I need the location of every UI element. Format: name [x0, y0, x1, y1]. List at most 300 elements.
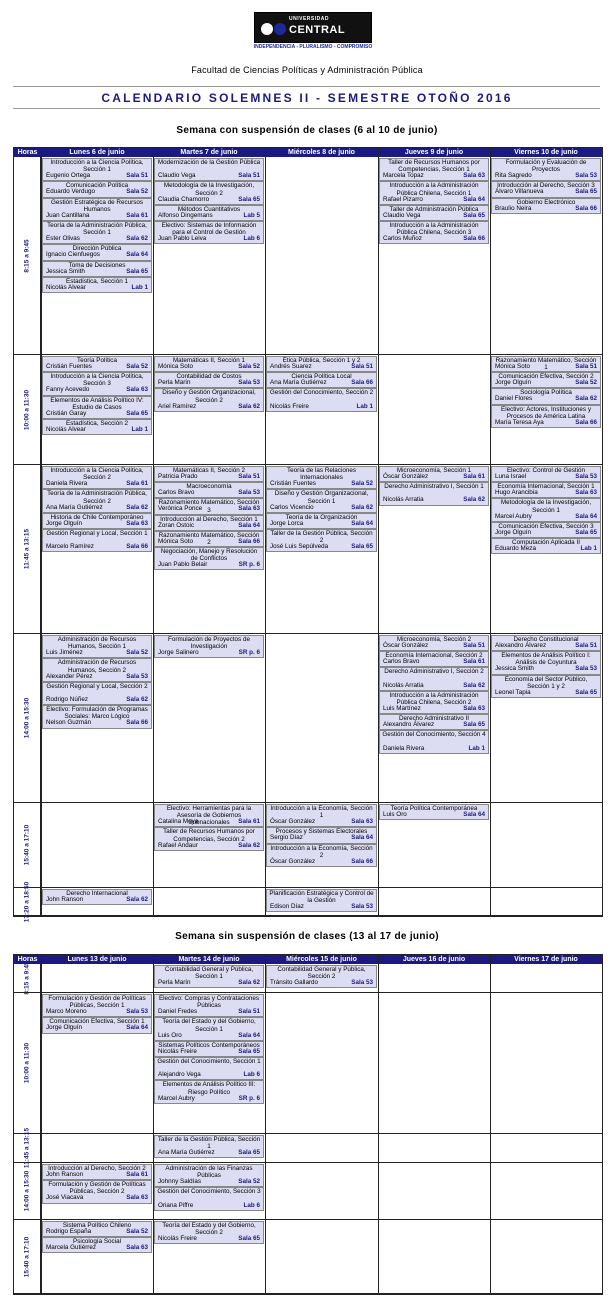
professor-name: Ariel Ramírez	[158, 402, 197, 410]
professor-name: Óscar González	[383, 472, 429, 480]
time-label: 11:45 a 13:15	[23, 1127, 31, 1169]
professor-name: Óscar González	[383, 641, 429, 649]
course-name: Ética Pública, Sección 1 y 2	[282, 357, 361, 364]
professor-name: Cristián Fuentes	[46, 362, 92, 370]
professor-name: Jorge Olguín	[46, 1024, 83, 1032]
course-name: Historia de Chile Contemporáneo	[50, 513, 144, 521]
course-name: Contabilidad General y Pública, Sección 1	[164, 966, 254, 981]
course-entry	[42, 261, 152, 277]
room-label: Sala 63	[126, 386, 148, 394]
room-label: Sala 65	[463, 721, 485, 729]
course-entry	[42, 513, 152, 529]
page-title: CALENDARIO SOLEMNES II - SEMESTRE OTOÑO 2016	[101, 91, 513, 105]
room-label: Lab 6	[243, 1071, 260, 1079]
course-name: Derecho Constitucional	[513, 636, 579, 643]
course-name: Teoría de las Relaciones Internacionales	[287, 467, 356, 482]
course-entry	[42, 635, 152, 658]
logo-central-text: CENTRAL	[289, 24, 346, 36]
course-entry	[154, 1187, 264, 1210]
course-name: Comunicación Efectiva, Sección 2	[498, 373, 594, 381]
professor-name: Carlos Bravo	[383, 658, 420, 666]
professor-name: John Ranson	[46, 895, 84, 903]
course-entry	[154, 531, 264, 547]
course-entry	[154, 547, 264, 570]
professor-name: Rodrigo Núñez	[46, 695, 89, 703]
course-entry	[266, 827, 377, 843]
professor-name: Alfonso Dingemans	[158, 211, 213, 219]
course-name: Formulación y Evaluación de Proyectos	[505, 159, 587, 174]
professor-name: Alexander Pérez	[46, 672, 93, 680]
course-name: Taller de la Gestión Pública, Sección 2	[270, 530, 373, 545]
course-name: Teoría Política	[77, 357, 117, 364]
professor-name: Oriana Piffre	[158, 1201, 194, 1209]
course-name: Elementos de Análisis Político I: Análisis de Coyuntura	[501, 652, 591, 667]
logo-circle-blue	[274, 23, 286, 35]
course-entry	[42, 682, 152, 705]
room-label: Sala 61	[126, 1170, 148, 1178]
professor-name: Juan Pablo Leiva	[158, 235, 207, 243]
professor-name: Luna Israel	[495, 472, 527, 480]
course-entry	[154, 1164, 264, 1187]
week2-title: Semana sin suspensión de clases (13 al 17 de junio)	[175, 931, 439, 942]
course-entry	[379, 667, 489, 690]
professor-name: Mónica Soto	[158, 362, 194, 370]
professor-name: Marco Moreno	[46, 1008, 87, 1016]
room-label: Sala 64	[238, 521, 260, 529]
course-entry	[154, 1041, 264, 1057]
room-label: Sala 63	[126, 519, 148, 527]
course-name: Derecho Administrativo I, Sección 2	[384, 668, 484, 676]
course-name: Electivo: Actores, Instituciones y Procesos de América Latina	[501, 405, 591, 420]
course-entry	[491, 675, 601, 698]
course-name: Sistema Político Chileno	[62, 1222, 132, 1229]
room-label: Sala 65	[238, 1235, 260, 1243]
room-label: Sala 66	[351, 379, 373, 387]
professor-name: Patricia Prado	[158, 472, 198, 480]
room-label: SR p. 6	[238, 649, 260, 657]
room-label: Sala 51	[575, 641, 597, 649]
room-label: Sala 63	[463, 704, 485, 712]
professor-name: Nicolás Arratia	[383, 681, 424, 689]
room-label: Sala 66	[463, 235, 485, 243]
professor-name: María Teresa Aya	[495, 418, 544, 426]
course-name: Teoría de la Administración Pública, Sección 2	[47, 490, 147, 505]
course-entry	[42, 705, 152, 728]
course-name: Taller de la Gestión Pública, Sección 1	[157, 1136, 261, 1151]
professor-name: Jorge Lorca	[270, 519, 304, 527]
course-name: Matemáticas II, Sección 1	[172, 357, 246, 364]
course-name: Taller de Recursos Humanos por Competencias, Sección 1	[388, 159, 480, 174]
course-entry	[154, 1221, 264, 1244]
course-name: Taller de Administración Pública	[389, 205, 479, 213]
course-entry	[42, 277, 152, 293]
course-entry	[379, 714, 489, 730]
room-label: Sala 61	[238, 818, 260, 826]
room-label: Sala 53	[351, 903, 373, 911]
time-label: 10:00 a 11:30	[23, 389, 31, 430]
room-label: Lab 1	[131, 425, 148, 433]
course-entry	[42, 489, 152, 512]
course-name: Procesos y Sistemas Electorales	[275, 828, 368, 836]
room-label: Sala 64	[575, 512, 597, 520]
professor-name: Ana María Gutiérrez	[46, 503, 103, 511]
faculty-name: Facultad de Ciencias Políticas y Administración Pública	[191, 65, 423, 75]
professor-name: Daniel Flores	[495, 395, 533, 403]
course-name: Diseño y Gestión Organizacional, Sección 2	[162, 389, 256, 404]
course-name: Psicología Social	[73, 1238, 121, 1246]
course-name: Negociación, Manejo y Resolución de Conflictos	[160, 548, 258, 563]
professor-name: Luis Oro	[158, 1031, 182, 1039]
room-label: Sala 66	[126, 543, 148, 551]
course-name: Estadística, Sección 2	[66, 420, 128, 427]
course-name: Introducción a la Ciencia Política, Sección 1	[50, 159, 144, 174]
course-name: Introducción al Derecho, Sección 1	[160, 515, 258, 523]
professor-name: Luis Jiménez	[46, 649, 83, 657]
course-name: Gobierno Electrónico	[516, 198, 576, 206]
professor-name: Zoran Ostoic	[158, 521, 195, 529]
course-entry	[154, 1080, 264, 1103]
room-label: Sala 51	[126, 172, 148, 180]
course-entry	[491, 372, 601, 388]
course-entry	[379, 158, 489, 181]
room-label: Lab 6	[243, 235, 260, 243]
course-name: Formulación y Gestión de Políticas Públicas, Sección 1	[48, 995, 146, 1010]
room-label: Sala 51	[351, 362, 373, 370]
course-name: Electivo: Sistemas de Información para el Control de Gestión	[161, 222, 257, 237]
logo-motto: INDEPENDENCIA - PLURALISMO - COMPROMISO	[253, 44, 373, 50]
course-entry	[491, 498, 601, 521]
professor-name: Nicolás Freire	[158, 1047, 197, 1055]
room-label: Sala 64	[351, 519, 373, 527]
professor-name: Nelson Guzmán	[46, 719, 92, 727]
course-entry	[154, 372, 264, 388]
course-entry	[154, 388, 264, 411]
room-label: Sala 53	[575, 172, 597, 180]
course-entry	[379, 804, 489, 820]
course-name: Microeconomía, Sección 2	[396, 636, 472, 643]
room-label: Sala 51	[575, 362, 597, 370]
professor-name: Rita Sagredo	[495, 172, 532, 180]
course-entry	[154, 482, 264, 498]
course-name: Razonamiento Matemático, Sección 3	[158, 499, 260, 514]
column-header: Jueves 9 de junio	[378, 148, 490, 157]
course-name: Macroeconomía	[186, 483, 232, 491]
professor-name: Carlos Bravo	[158, 489, 195, 497]
professor-name: Nicolás Freire	[158, 1235, 197, 1243]
course-name: Formulación y Gestión de Políticas Públicas, Sección 2	[48, 1181, 146, 1196]
time-label: 14:00 a 15:30	[23, 1170, 31, 1212]
professor-name: Jessica Smith	[495, 665, 534, 673]
course-entry	[491, 198, 601, 214]
room-label: Sala 61	[126, 480, 148, 488]
course-name: Electivo: Herramientas para la Asesoría de Gobiernos Subnacionales	[166, 805, 252, 827]
course-entry	[154, 158, 264, 181]
university-logo	[254, 12, 372, 52]
course-entry	[266, 356, 377, 372]
course-entry	[42, 466, 152, 489]
course-name: Administración de Recursos Humanos, Sección 1	[57, 636, 137, 651]
room-label: Sala 64	[126, 1024, 148, 1032]
course-name: Economía Internacional, Sección 1	[497, 483, 595, 491]
course-name: Electivo: Formulación de Programas Sociales: Marco Lógico	[46, 706, 148, 721]
course-name: Métodos Cuantitativos	[177, 205, 241, 213]
professor-name: Nicolás Freire	[270, 402, 309, 410]
course-name: Diseño y Gestión Organizacional, Sección 1	[274, 490, 369, 505]
room-label: Sala 62	[126, 235, 148, 243]
professor-name: Eugenio Ortega	[46, 172, 91, 180]
room-label: Sala 61	[126, 211, 148, 219]
course-name: Toma de Decisiones	[68, 261, 126, 269]
professor-name: José Luis Sepúlveda	[270, 543, 329, 551]
professor-name: Álvaro Villanueva	[495, 188, 544, 196]
room-label: Sala 53	[575, 472, 597, 480]
professor-name: Cristián Fuentes	[270, 480, 316, 488]
professor-name: Marcela Gutiérrez	[46, 1244, 97, 1252]
room-label: Lab 1	[580, 544, 597, 552]
time-label: 10:00 a 11:30	[23, 1042, 31, 1084]
room-label: Sala 65	[575, 188, 597, 196]
course-entry	[491, 158, 601, 181]
room-label: Sala 53	[126, 672, 148, 680]
professor-name: Daniela Rivera	[46, 480, 88, 488]
course-entry	[154, 804, 264, 827]
professor-name: Luis Martínez	[383, 704, 421, 712]
logo-box	[254, 12, 372, 43]
room-label: Sala 65	[238, 1149, 260, 1157]
course-name: Razonamiento Matemático, Sección 2	[158, 531, 260, 546]
room-label: Sala 52	[126, 188, 148, 196]
room-label: Sala 53	[575, 665, 597, 673]
professor-name: Jorge Olguín	[495, 379, 532, 387]
professor-name: Juan Cantillana	[46, 211, 90, 219]
room-label: Sala 65	[238, 195, 260, 203]
column-header: Jueves 16 de junio	[378, 955, 490, 964]
course-entry	[491, 405, 601, 428]
room-label: Lab 1	[356, 402, 373, 410]
course-entry	[42, 356, 152, 372]
course-entry	[379, 651, 489, 667]
course-name: Introducción al Derecho, Sección 3	[497, 182, 595, 190]
logo-university-text: UNIVERSIDAD	[289, 16, 329, 22]
room-label: Sala 52	[351, 480, 373, 488]
course-name: Teoría Política Contemporánea	[390, 805, 478, 812]
professor-name: Alejandro Vega	[158, 1071, 201, 1079]
course-entry	[379, 691, 489, 714]
professor-name: Claudia Chamorro	[158, 195, 210, 203]
professor-name: Óscar González	[270, 857, 316, 865]
room-label: Sala 64	[463, 195, 485, 203]
course-entry	[42, 1164, 152, 1180]
course-entry	[491, 356, 601, 372]
course-name: Planificación Estratégica y Control de la Gestión	[269, 890, 374, 905]
professor-name: Marcel Aubry	[495, 512, 532, 520]
time-label: 15:40 a 17:10	[23, 1236, 31, 1277]
divider	[13, 108, 600, 109]
course-name: Administración de las Finanzas Públicas	[165, 1165, 253, 1180]
professor-name: John Ranson	[46, 1170, 84, 1178]
course-entry	[491, 651, 601, 674]
professor-name: Eduardo Verdugo	[46, 188, 96, 196]
logo-circle-white	[261, 23, 273, 35]
room-label: Sala 51	[238, 1008, 260, 1016]
course-name: Sistemas Políticos Contemporáneos	[158, 1041, 260, 1049]
professor-name: Alexandro Álvarez	[495, 641, 547, 649]
room-label: Sala 53	[126, 1008, 148, 1016]
room-label: Sala 62	[238, 402, 260, 410]
course-entry	[266, 388, 377, 411]
room-label: Sala 62	[463, 496, 485, 504]
professor-name: Ignacio Cienfuegos	[46, 251, 100, 259]
course-name: Formulación de Proyectos de Investigación	[168, 636, 250, 651]
room-label: Sala 62	[126, 895, 148, 903]
room-label: Sala 66	[126, 719, 148, 727]
course-name: Razonamiento Matemático, Sección 1	[495, 357, 597, 372]
course-name: Introducción a la Administración Pública Chilena, Sección 2	[389, 691, 479, 706]
course-name: Introducción a la Economía, Sección 2	[270, 844, 373, 859]
course-name: Computación Aplicada II	[512, 539, 580, 546]
professor-name: Claudio Vega	[383, 211, 421, 219]
room-label: Sala 65	[351, 543, 373, 551]
course-name: Derecho Administrativo I, Sección 1	[384, 483, 484, 491]
room-label: Sala 62	[575, 395, 597, 403]
professor-name: Marcelo Ramírez	[46, 543, 94, 551]
professor-name: Braulio Neira	[495, 204, 532, 212]
professor-name: Marcela Topaz	[383, 172, 424, 180]
room-label: Sala 65	[126, 409, 148, 417]
professor-name: Nicolás Alvear	[46, 283, 86, 291]
course-entry	[379, 181, 489, 204]
professor-name: Hugo Arancibia	[495, 489, 538, 497]
course-entry	[491, 538, 601, 554]
course-entry	[379, 205, 489, 221]
professor-name: Jessica Smith	[46, 267, 85, 275]
course-name: Introducción a la Administración Pública Chilena, Sección 3	[389, 222, 479, 237]
course-entry	[379, 730, 489, 753]
time-label: 14:00 a 15:30	[23, 697, 31, 739]
course-name: Metodología de la Investigación, Sección 1	[500, 499, 592, 514]
room-label: Sala 52	[126, 649, 148, 657]
room-label: Sala 64	[126, 251, 148, 259]
course-name: Introducción a la Ciencia Política, Sección 3	[50, 373, 144, 388]
room-label: Sala 52	[238, 362, 260, 370]
professor-name: Eduardo Meza	[495, 544, 536, 552]
professor-name: Juan Pablo Belair	[158, 561, 208, 569]
room-label: Sala 63	[126, 1244, 148, 1252]
room-label: SR p. 6	[238, 561, 260, 569]
course-entry	[154, 181, 264, 204]
professor-name: Óscar González	[270, 818, 316, 826]
professor-name: Sergio Díaz	[270, 834, 303, 842]
course-entry	[154, 221, 264, 244]
course-name: Administración de Recursos Humanos, Sección 2	[57, 659, 137, 674]
room-label: Lab 1	[131, 283, 148, 291]
column-header: Horas	[14, 955, 41, 964]
column-header: Martes 14 de junio	[153, 955, 265, 964]
course-entry	[154, 466, 264, 482]
room-label: Sala 62	[126, 503, 148, 511]
professor-name: Perla Marín	[158, 979, 191, 987]
divider	[13, 86, 600, 87]
room-label: SR p. 6	[238, 1094, 260, 1102]
course-name: Introducción a la Ciencia Política, Sección 2	[50, 467, 144, 482]
course-entry	[266, 965, 377, 988]
course-name: Derecho Internacional	[66, 890, 128, 897]
week1-title: Semana con suspensión de clases (6 al 10 de junio)	[176, 125, 438, 136]
course-entry	[266, 489, 377, 512]
course-name: Introducción a la Economía, Sección 1	[270, 805, 373, 820]
course-entry	[154, 994, 264, 1017]
course-entry	[42, 889, 152, 905]
course-name: Teoría del Estado y del Gobierno, Sección 1	[162, 1018, 256, 1033]
room-label: Sala 61	[463, 472, 485, 480]
room-label: Sala 52	[126, 362, 148, 370]
professor-name: Claudio Vega	[158, 172, 196, 180]
course-entry	[491, 522, 601, 538]
room-label: Sala 51	[238, 472, 260, 480]
professor-name: Mónica Soto	[158, 537, 194, 545]
professor-name: Ana María Gutiérrez	[270, 379, 327, 387]
professor-name: José Viacava	[46, 1194, 84, 1202]
course-name: Gestión del Conocimiento, Sección 1	[157, 1058, 261, 1065]
course-name: Dirección Pública	[72, 245, 122, 253]
room-label: Sala 63	[238, 505, 260, 513]
professor-name: Fanny Acevedo	[46, 386, 90, 394]
course-entry	[266, 804, 377, 827]
course-name: Gestión Regional y Local, Sección 1	[46, 530, 148, 537]
course-name: Teoría de la Organización	[285, 513, 358, 521]
room-label: Sala 53	[351, 979, 373, 987]
room-label: Lab 5	[243, 211, 260, 219]
course-entry	[154, 635, 264, 658]
room-label: Sala 65	[463, 211, 485, 219]
course-name: Matemáticas II, Sección 2	[172, 467, 246, 474]
course-name: Teoría de la Administración Pública, Sección 1	[47, 222, 147, 237]
course-entry	[42, 1180, 152, 1203]
time-label: 11:45 a 13:15	[23, 528, 31, 570]
course-name: Introducción al Derecho, Sección 2	[48, 1165, 146, 1172]
course-entry	[379, 482, 489, 505]
professor-name: Carlos Vicencio	[270, 503, 314, 511]
room-label: Sala 51	[238, 172, 260, 180]
course-entry	[42, 158, 152, 181]
course-name: Gestión del Conocimiento, Sección 2	[269, 389, 374, 397]
professor-name: Cristián Garay	[46, 409, 87, 417]
professor-name: Verónica Ponce	[158, 505, 203, 513]
course-entry	[42, 419, 152, 435]
course-name: Electivo: Control de Gestión	[506, 467, 586, 474]
room-label: Sala 53	[238, 379, 260, 387]
professor-name: Tránsito Gallardo	[270, 979, 319, 987]
professor-name: Rafael Pizarro	[383, 195, 423, 203]
professor-name: Edison Díaz	[270, 903, 304, 911]
course-entry	[42, 1221, 152, 1237]
course-entry	[154, 1057, 264, 1080]
room-label: Sala 52	[126, 1227, 148, 1235]
room-label: Sala 65	[126, 267, 148, 275]
course-entry	[491, 635, 601, 651]
course-entry	[491, 181, 601, 197]
room-label: Sala 62	[238, 979, 260, 987]
professor-name: Daniela Rivera	[383, 744, 425, 752]
professor-name: Ana María Gutiérrez	[158, 1149, 215, 1157]
professor-name: Catalina Moya	[158, 818, 199, 826]
course-entry	[154, 1017, 264, 1040]
course-name: Taller de Recursos Humanos por Competencias, Sección 2	[163, 828, 255, 843]
course-name: Derecho Administrativo II	[399, 715, 469, 723]
course-entry	[154, 205, 264, 221]
course-entry	[154, 827, 264, 850]
week2-schedule-table	[13, 954, 603, 1295]
